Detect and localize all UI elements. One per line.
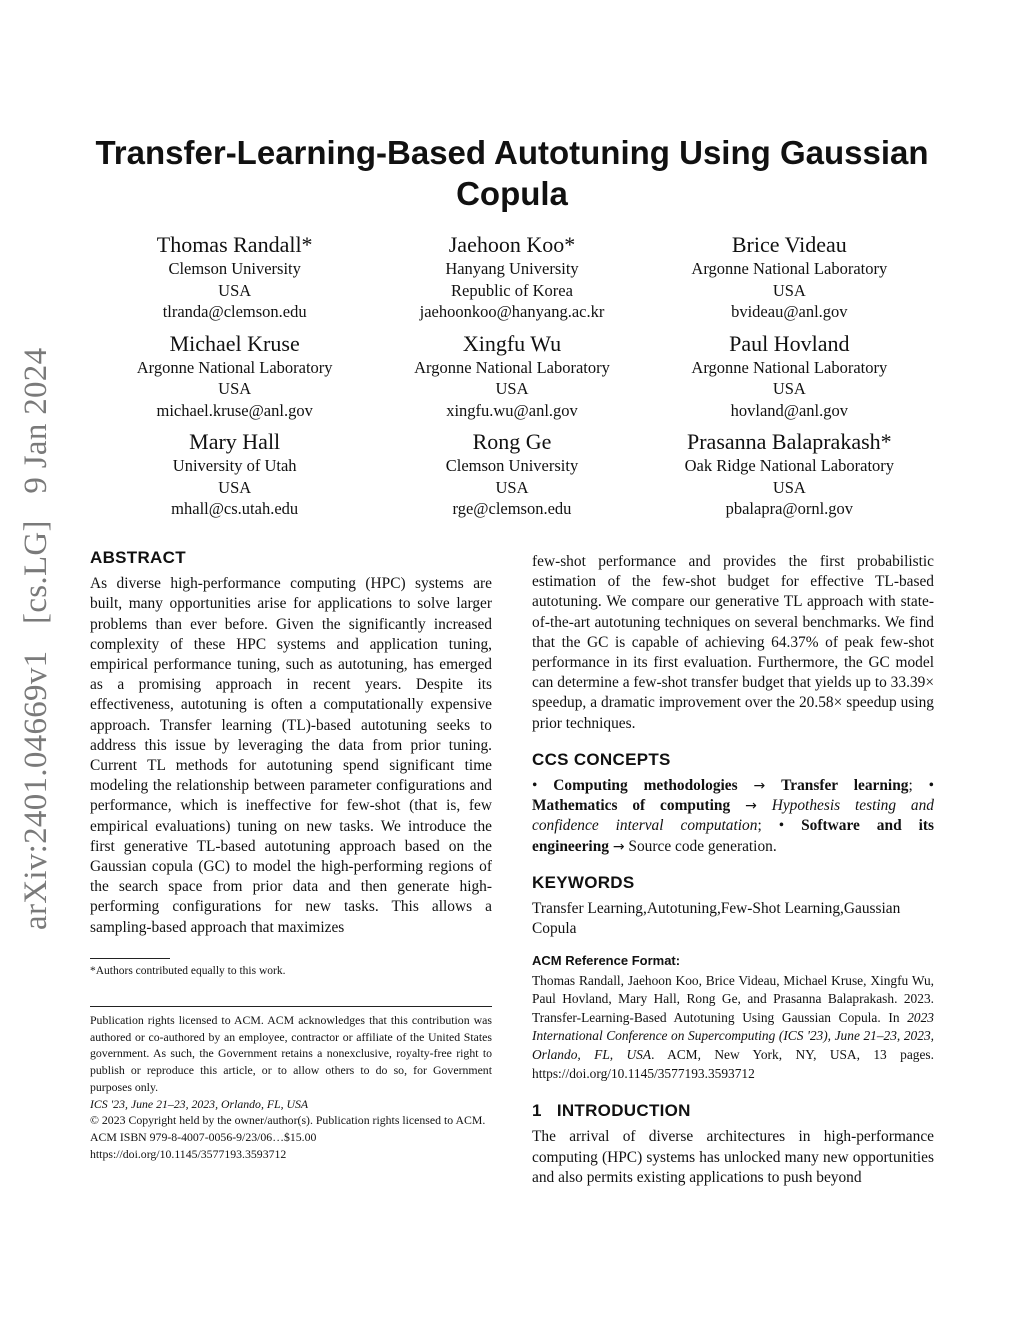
- author-email[interactable]: pbalapra@ornl.gov: [725, 499, 854, 518]
- venue-line: ICS '23, June 21–23, 2023, Orlando, FL, USA: [90, 1096, 309, 1111]
- abstract-heading: ABSTRACT: [90, 548, 186, 567]
- author-country: USA: [218, 280, 252, 300]
- author-country: USA: [218, 477, 252, 497]
- author-country: USA: [772, 379, 806, 398]
- copyright-line: © 2023 Copyright held by the owner/author(s). Publication rights licensed to ACM.: [90, 1113, 486, 1128]
- author-name: Jaehoon Koo*: [448, 232, 576, 257]
- author-affiliation: Clemson University: [445, 456, 579, 475]
- arxiv-category: [cs.LG]: [18, 520, 54, 624]
- author-block: [96, 429, 373, 520]
- author-affiliation: Argonne National Laboratory: [691, 357, 888, 377]
- acm-reference: [532, 951, 934, 1083]
- author-block: [651, 232, 928, 323]
- author-email[interactable]: tlranda@clemson.edu: [162, 302, 307, 321]
- author-country: USA: [218, 379, 252, 398]
- arxiv-stamp: [18, 347, 55, 930]
- publication-info: [90, 1012, 492, 1162]
- author-block: [651, 429, 928, 520]
- footnote-divider: [90, 958, 170, 959]
- keywords-heading: KEYWORDS: [532, 872, 635, 892]
- arxiv-date: 9 Jan 2024: [18, 347, 54, 494]
- author-block: [373, 331, 650, 422]
- arxiv-id: arXiv:2401.04669v1: [18, 650, 54, 930]
- author-country: Republic of Korea: [451, 280, 573, 300]
- keywords-text: Transfer Learning,Autotuning,Few-Shot Learning,Gaussian Copula: [532, 900, 901, 938]
- rights-statement: Publication rights licensed to ACM. ACM acknowledges that this contribution was authored or co-authored by an employee, contractor or affiliate of the United States government. As such, the Government retains a nonexclusive, royalty-free right to publish or reproduce this article, or to allow others to do so, for Government purposes only.: [90, 1013, 492, 1094]
- author-name: Prasanna Balaprakash*: [687, 429, 892, 454]
- author-footnote: *Authors contributed equally to this work.: [90, 965, 286, 977]
- ccs-heading: CCS CONCEPTS: [532, 749, 671, 769]
- author-affiliation: Argonne National Laboratory: [414, 357, 610, 377]
- reference-text: Thomas Randall, Jaehoon Koo, Brice Videau, Michael Kruse, Xingfu Wu, Paul Hovland, Mary Hall, Rong Ge, and Prasanna Balaprakash. 2023. Transfer-Learning-Based Autotuning Using Gaussian Copula. In 2023 International Conference on Supercomputing (ICS '23), June 21–23, 2023, Orlando, FL, USA. ACM, New York, NY, USA, 13 pages. https://doi.org/10.1145/3577193.3593712: [532, 972, 934, 1081]
- author-affiliation: Clemson University: [168, 259, 301, 278]
- author-country: USA: [772, 477, 806, 497]
- author-affiliation: Argonne National Laboratory: [691, 259, 888, 278]
- reference-heading: ACM Reference Format:: [532, 953, 681, 969]
- isbn-line: ACM ISBN 979-8-4007-0056-9/23/06…$15.00: [90, 1129, 317, 1144]
- author-email[interactable]: xingfu.wu@anl.gov: [446, 400, 578, 420]
- author-affiliation: Oak Ridge National Laboratory: [684, 456, 895, 475]
- author-name: Rong Ge: [472, 429, 552, 454]
- introduction-text: The arrival of diverse architectures in high-performance computing (HPC) systems has unlocked many new opportunities and also permits existing applications to push beyond: [532, 1128, 934, 1186]
- author-name: Mary Hall: [189, 429, 281, 454]
- author-name: Xingfu Wu: [462, 330, 562, 356]
- ccs-concepts: • Computing methodologies → Transfer learning; • Mathematics of computing → Hypothesis testing and confidence interval computation; • Software and its engineering → Source code generation.: [532, 777, 935, 855]
- author-email[interactable]: mhall@cs.utah.edu: [171, 499, 299, 518]
- abstract-text: As diverse high-performance computing (HPC) systems are built, many opportunities arise for applications to solve larger problems than ever before. Given the significantly increased complexity of these HPC systems and application tuning, empirical performance tuning, such as autotuning, has emerged as a promising approach in recent years. Despite its effectiveness, autotuning is often a computationally expensive approach. Transfer learning (TL)-based autotuning seeks to address this issue by leveraging the data from prior tuning. Current TL methods for autotuning spend significant time modeling the relationship between parameter configurations and performance, which is ineffective for few-shot (that is, few empirical evaluations) tuning on new tasks. We introduce the first generative TL-based autotuning approach based on the Gaussian copula (GC) to model the high-performing regions of the search space from prior data and then generate high-performing configurations for new tasks. This allows a sampling-based approach that maximizes: [90, 575, 492, 936]
- author-name: Brice Videau: [731, 232, 847, 257]
- author-country: USA: [772, 280, 806, 300]
- paper-title: Transfer-Learning-Based Autotuning Using Gaussian Copula: [95, 134, 929, 212]
- author-name: Paul Hovland: [729, 330, 850, 356]
- author-grid: [96, 232, 928, 520]
- author-affiliation: Argonne National Laboratory: [136, 357, 333, 377]
- author-affiliation: Hanyang University: [445, 259, 579, 278]
- author-name: Thomas Randall*: [156, 232, 313, 257]
- author-country: USA: [495, 379, 529, 398]
- author-email[interactable]: rge@clemson.edu: [452, 499, 572, 518]
- doi-link[interactable]: https://doi.org/10.1145/3577193.3593712: [90, 1146, 287, 1161]
- author-email[interactable]: bvideau@anl.gov: [731, 302, 848, 321]
- author-email[interactable]: michael.kruse@anl.gov: [156, 400, 313, 420]
- author-block: [373, 232, 650, 323]
- abstract-continued: few-shot performance and provides the first probabilistic estimation of the few-shot budget for effective TL-based autotuning. We compare our generative TL approach with state-of-the-art autotuning techniques on several benchmarks. We find that the GC is capable of achieving 64.37% of peak few-shot performance in its first evaluation. Furthermore, the GC model can determine a few-shot transfer budget that yields up to 33.39× speedup, a dramatic improvement over the 20.58× speedup using prior techniques.: [532, 553, 934, 732]
- author-email[interactable]: hovland@anl.gov: [730, 400, 849, 420]
- introduction-heading: 1 INTRODUCTION: [532, 1101, 691, 1121]
- author-name: Michael Kruse: [169, 330, 300, 356]
- author-block: [96, 232, 373, 323]
- author-block: [373, 429, 650, 520]
- author-affiliation: University of Utah: [172, 456, 297, 475]
- right-column: [532, 552, 934, 1188]
- author-block: [96, 331, 373, 422]
- left-column: [90, 548, 492, 938]
- author-block: [651, 331, 928, 422]
- publication-divider: [90, 1006, 492, 1007]
- author-country: USA: [495, 477, 529, 497]
- author-email[interactable]: jaehoonkoo@hanyang.ac.kr: [419, 302, 605, 321]
